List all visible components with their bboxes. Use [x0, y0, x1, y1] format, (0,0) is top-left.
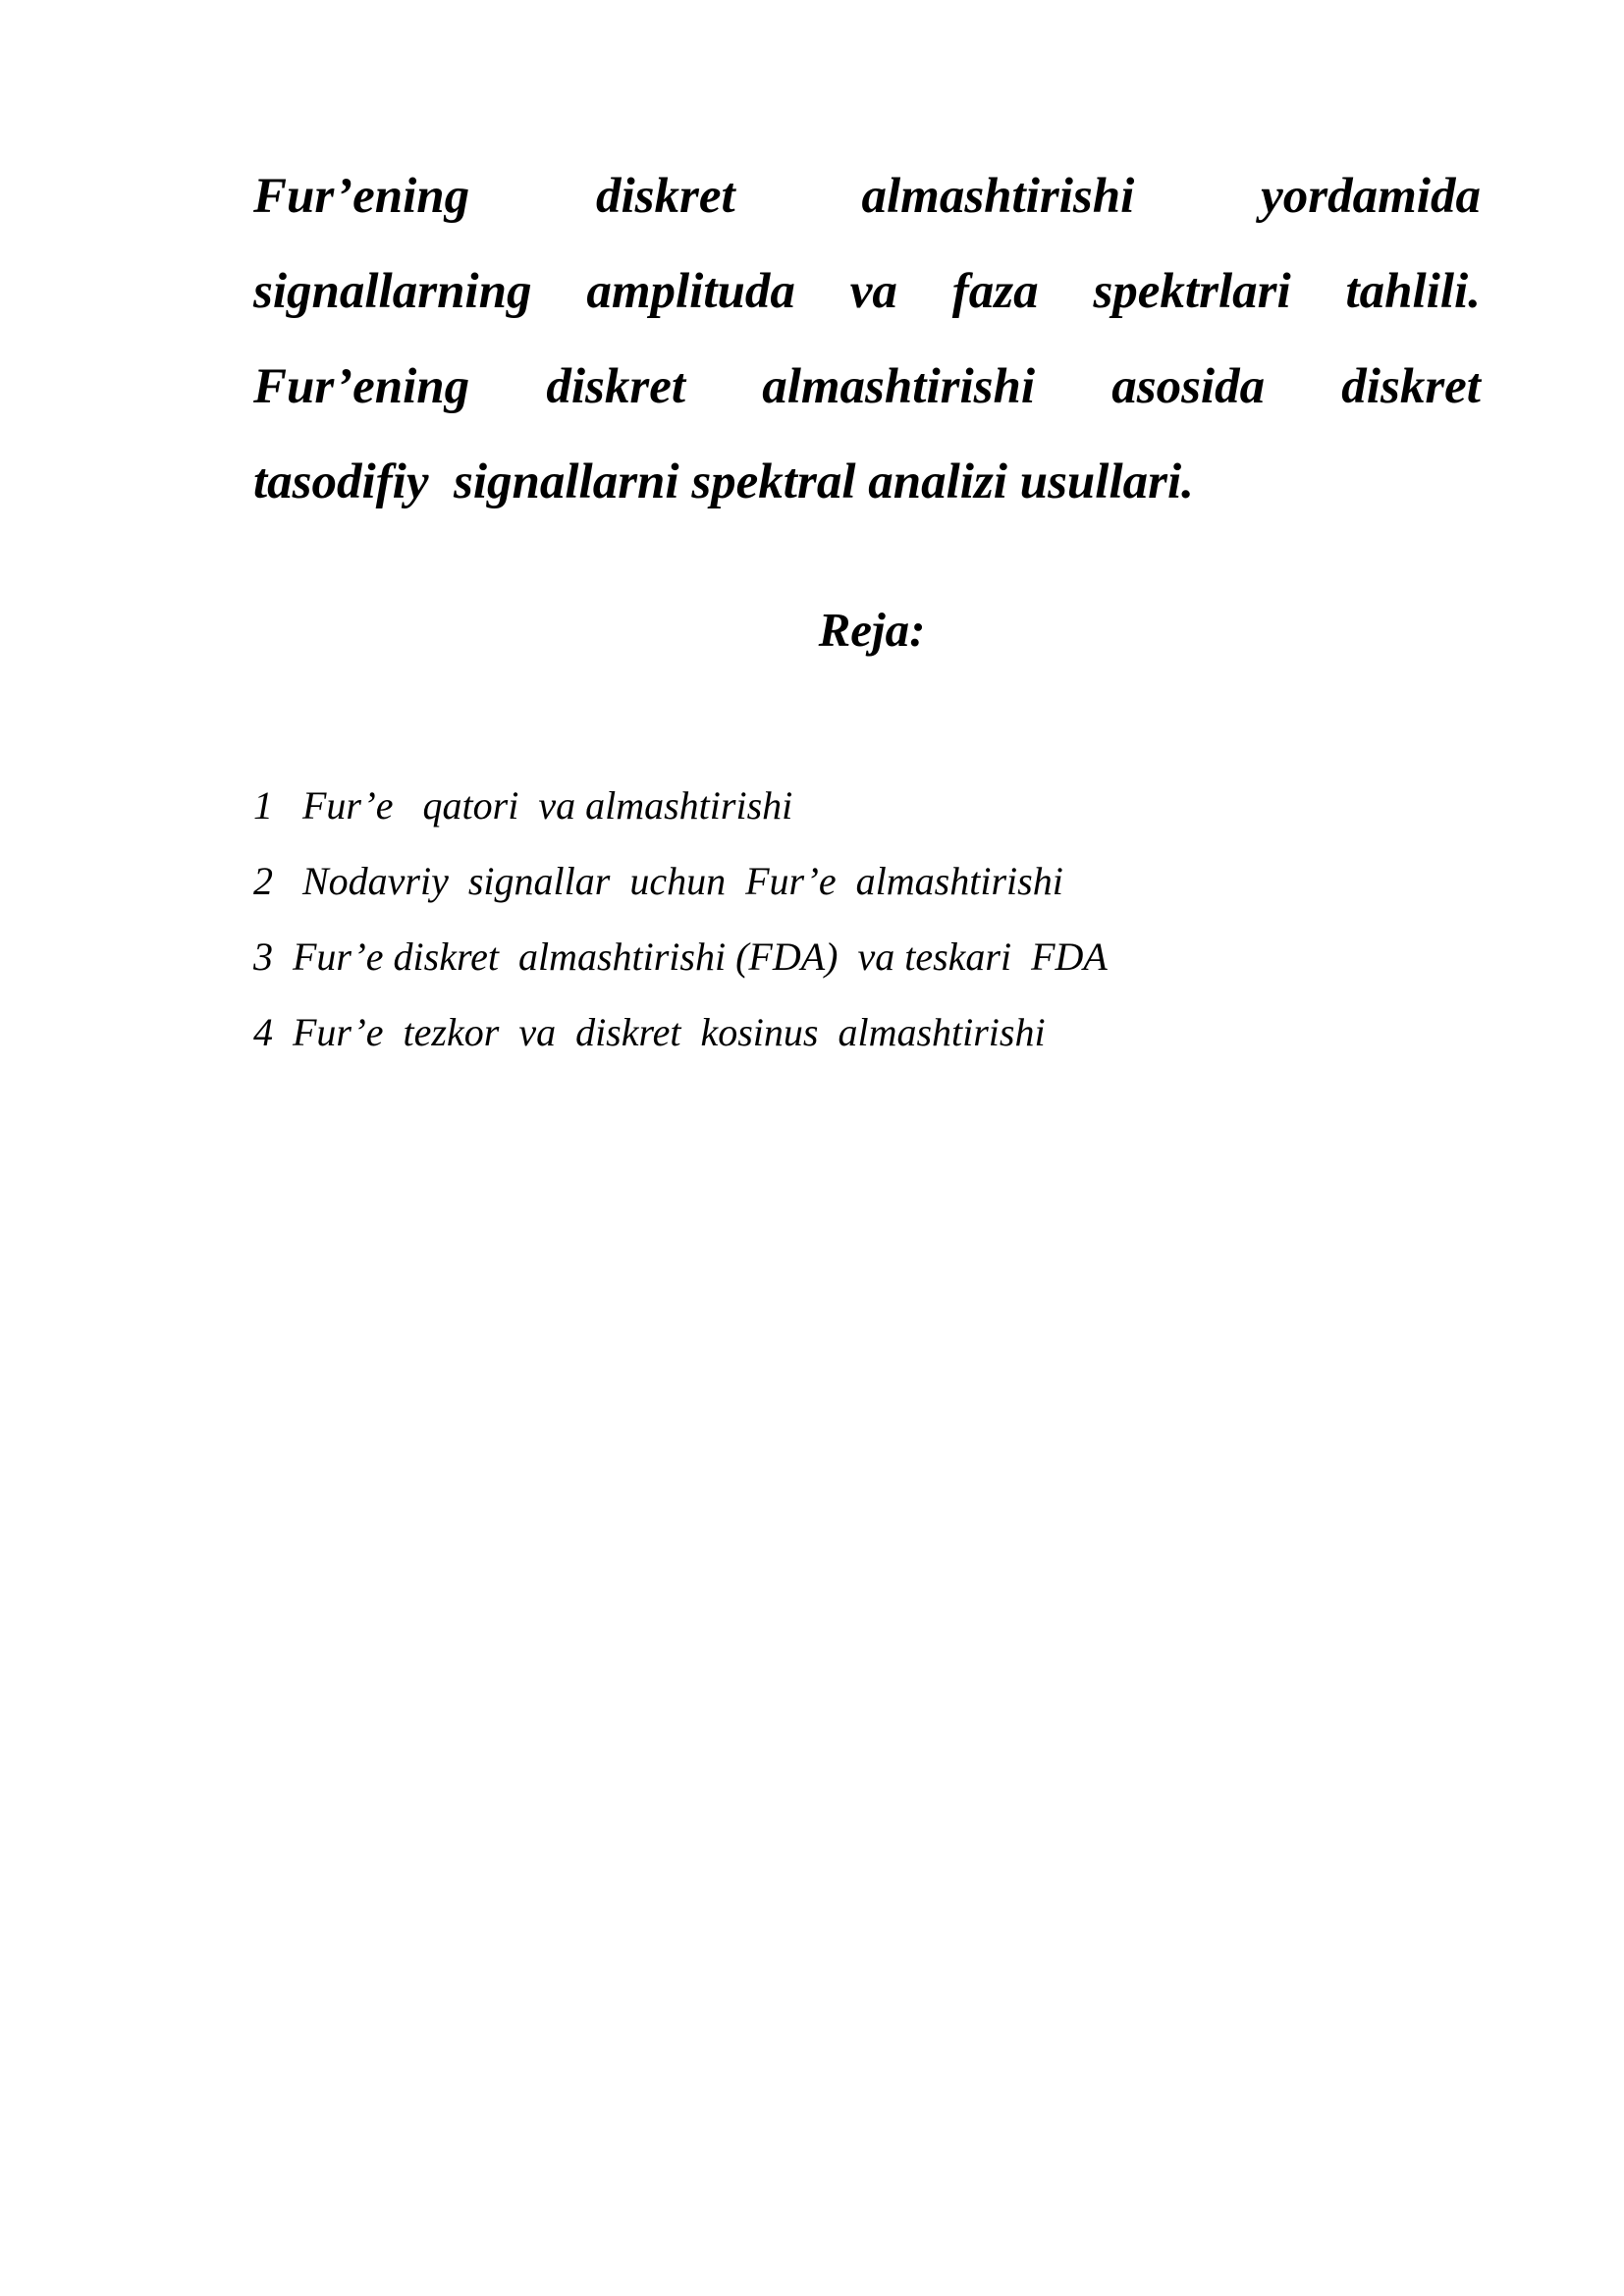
title-word: diskret — [546, 359, 686, 414]
title-word: Fur’ening — [253, 169, 470, 224]
plan-item: 4 Fur’e tezkor va diskret kosinus almashtirishi — [253, 1010, 1046, 1054]
plan-item: 1 Fur’e qatori va almashtirishi — [253, 783, 793, 828]
title-word: asosida — [1111, 359, 1266, 414]
title-line-2 — [253, 244, 1481, 340]
title-line-3 — [253, 340, 1481, 435]
title-line-1 — [253, 149, 1481, 244]
title-line-4: tasodifiy signallarni spektral analizi usullari. — [253, 454, 1194, 509]
title-word: yordamida — [1261, 169, 1481, 224]
plan-item: 3 Fur’e diskret almashtirishi (FDA) va teskari FDA — [253, 934, 1108, 979]
plan-list — [253, 768, 1333, 1070]
title-word: signallarning — [253, 264, 532, 319]
document-title — [253, 149, 1481, 530]
title-word: diskret — [595, 169, 735, 224]
title-word: Fur’ening — [253, 359, 470, 414]
title-word: almashtirishi — [762, 359, 1036, 414]
plan-item: 2 Nodavriy signallar uchun Fur’e almashtirishi — [253, 859, 1063, 903]
title-word: almashtirishi — [861, 169, 1135, 224]
title-word: tahlili. — [1345, 264, 1481, 319]
title-word: faza — [951, 264, 1039, 319]
title-word: diskret — [1341, 359, 1481, 414]
plan-heading: Reja: — [818, 603, 926, 657]
title-word: va — [849, 264, 897, 319]
title-word: amplituda — [586, 264, 795, 319]
title-word: spektrlari — [1093, 264, 1291, 319]
